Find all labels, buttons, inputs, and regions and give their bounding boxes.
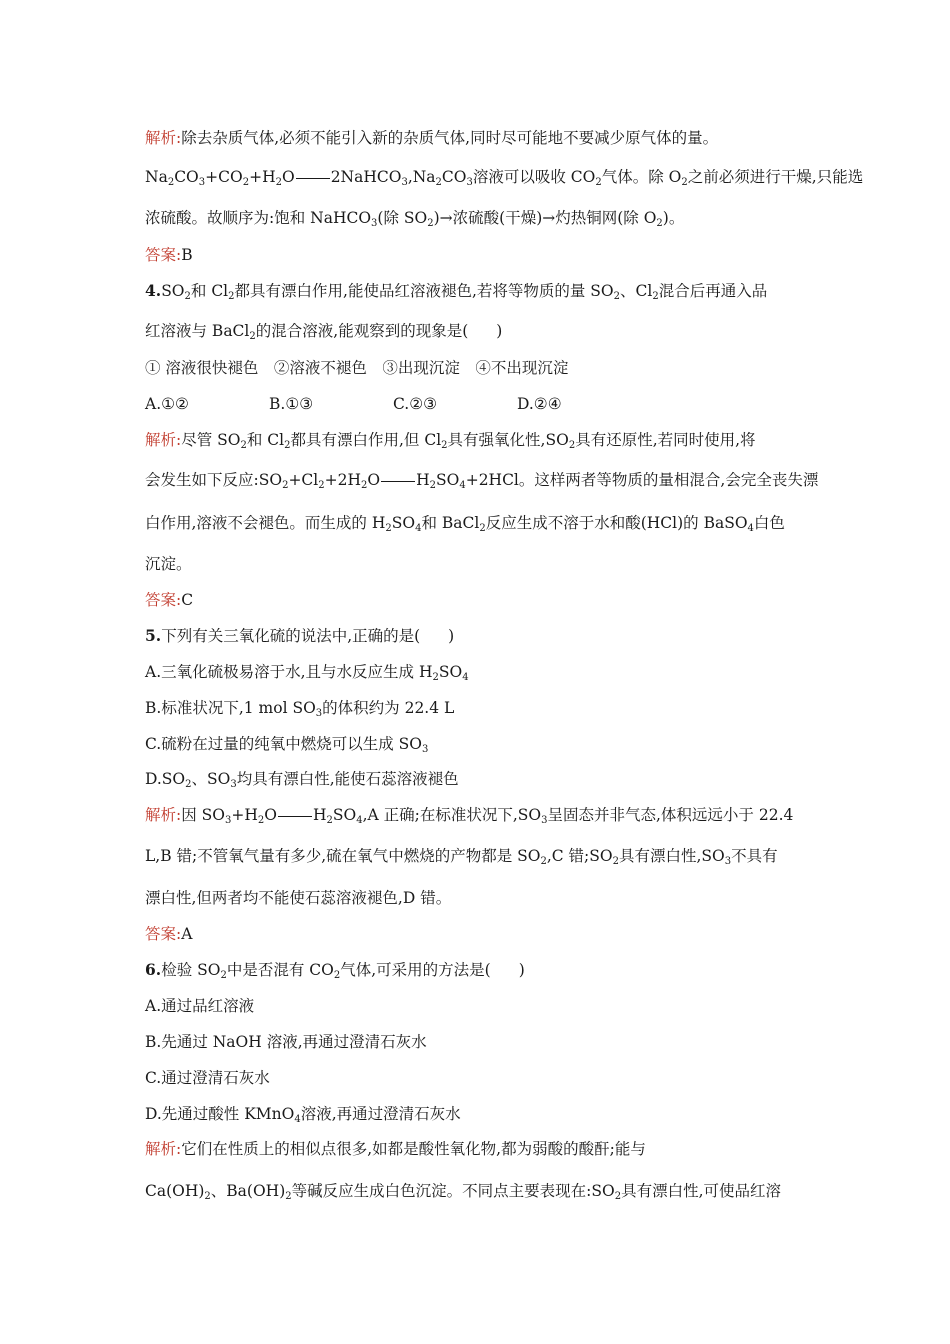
answer-label: 答案: [145,246,182,264]
q5-analysis-line-1: 解析:因 $SO_3+H_2O$ $H_2SO_4,A$ 正确;在标准状况下$,SO_3$呈固态并非气态,体积远远小于 22.4 [145,806,794,826]
q5-analysis-line-3: 漂白性,但两者均不能使石蕊溶液褪色,D 错。 [145,889,452,907]
answer-intro: 答案:B [145,246,193,264]
q6-stem: 6.检验 $SO_2$中是否混有 $CO_2$气体,可采用的方法是( ) [145,960,525,981]
analysis-label: 解析: [145,129,182,147]
q4-stem-line-2: 红溶液与 BaCl$_2$的混合溶液,能观察到的现象是( ) [145,322,503,342]
equals-sign [296,178,330,179]
analysis-label: 解析: [145,431,182,449]
q4-items: ① 溶液很快褪色 ②溶液不褪色 ③出现沉淀 ④不出现沉淀 [145,359,569,377]
option-c: C.②③ [393,395,438,413]
answer-label: 答案: [145,591,182,609]
q6-option-d: D.先通过酸性 KMnO$_4$溶液,再通过澄清石灰水 [145,1105,461,1125]
answer-label: 答案: [145,925,182,943]
analysis-intro-line-1: 解析:除去杂质气体,必须不能引入新的杂质气体,同时尽可能地不要减少原气体的量。 [145,129,719,147]
q6-analysis-line-2: $Ca(OH)_2$、$Ba(OH)_2$等碱反应生成白色沉淀。不同点主要表现在$:SO_2$具有漂白性,可使品红溶 [145,1182,781,1202]
q4-analysis-line-1: 解析:尽管 $SO_2$和 $Cl_2$都具有漂白作用,但 $Cl_2$具有强氧化性$,SO_2$具有还原性,若同时使用,将 [145,431,756,451]
q4-number: 4. [145,281,162,300]
q5-answer: 答案:A [145,925,193,943]
q5-option-c: C.硫粉在过量的纯氧中燃烧可以生成 $SO_3$ [145,735,429,755]
analysis-label: 解析: [145,806,182,824]
q4-stem-line-1: $4.SO_2$和 $Cl_2$都具有漂白作用,能使品红溶液褪色,若将等物质的量 $SO_2$、$Cl_2$混合后再通入品 [145,281,768,302]
q6-number: 6. [145,960,162,979]
equals-sign [381,481,415,482]
q5-analysis-line-2: L,B 错;不管氧气量有多少,硫在氧气中燃烧的产物都是 $SO_2,C$ 错$;SO_2$具有漂白性$,SO_3$不具有 [145,847,778,867]
q4-options [145,393,562,415]
q4-analysis-line-2: 会发生如下反应$:SO_2+Cl_2+2H_2O$ $H_2SO_4+2HCl$。这样两者等物质的量相混合,会完全丧失漂 [145,471,819,491]
option-b: B.①③ [269,395,314,413]
q5-option-a: A.三氧化硫极易溶于水,且与水反应生成 $H_2SO_4$ [145,663,469,683]
q4-answer: 答案:C [145,591,194,609]
q5-number: 5. [145,626,162,645]
q6-option-c: C.通过澄清石灰水 [145,1069,270,1087]
equals-sign [278,816,312,817]
q6-option-a: A.通过品红溶液 [145,997,255,1015]
q6-analysis-line-1: 解析:它们在性质上的相似点很多,如都是酸性氧化物,都为弱酸的酸酐;能与 [145,1140,646,1158]
q5-stem: 5.下列有关三氧化硫的说法中,正确的是( ) [145,626,455,645]
q5-option-d: $D.SO_2$、$SO_3$均具有漂白性,能使石蕊溶液褪色 [145,770,459,790]
q4-analysis-line-4: 沉淀。 [145,555,192,573]
analysis-intro-line-3: 浓硫酸。故顺序为:饱和 NaHCO$_3$(除 $SO_2)\to$浓硫酸(干燥)→灼热铜网(除 $O_2$)。 [145,209,685,229]
q4-analysis-line-3: 白作用,溶液不会褪色。而生成的 $H_2SO_4$和 BaCl$_2$反应生成不溶于水和酸(HCl)的 BaSO$_4$白色 [145,514,785,534]
q5-option-b: B.标准状况下,1 mol $SO_3$的体积约为 22.4 L [145,699,455,719]
q6-option-b: B.先通过 NaOH 溶液,再通过澄清石灰水 [145,1033,427,1051]
analysis-label: 解析: [145,1140,182,1158]
option-d: D.②④ [517,395,562,413]
option-a: A.①② [145,395,189,413]
analysis-intro-line-2: $Na_2CO_3+CO_2+H_2O$ $2NaHCO_3,Na_2CO_3$溶液可以吸收 $CO_2$气体。除 $O_2$之前必须进行干燥,只能选 [145,168,864,188]
